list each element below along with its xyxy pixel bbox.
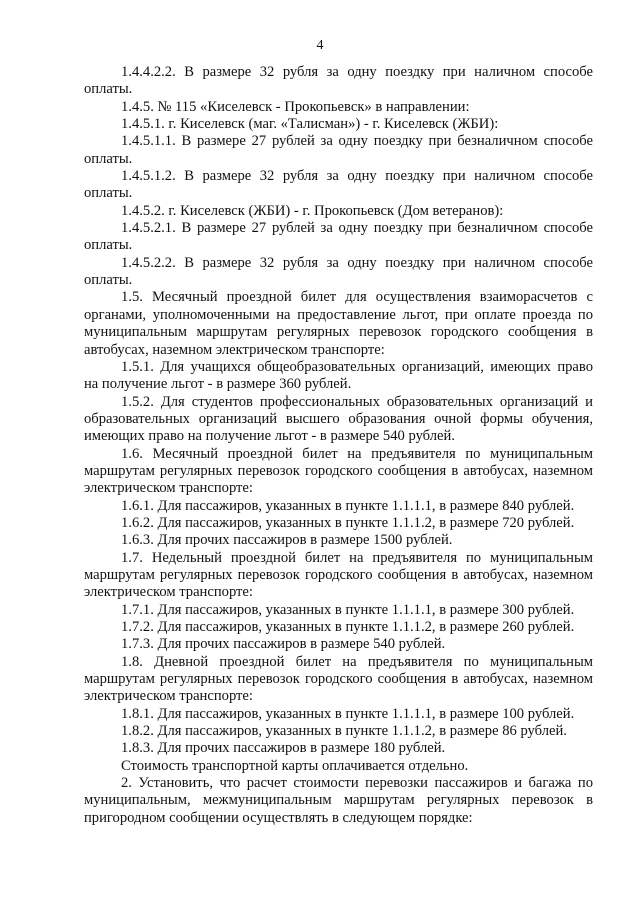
paragraph: 1.6.3. Для прочих пассажиров в размере 1500 рублей.: [121, 532, 453, 549]
page-number: 4: [316, 38, 324, 53]
paragraph: 1.7.2. Для пассажиров, указанных в пункте 1.1.1.2, в размере 260 рублей.: [121, 619, 575, 635]
paragraph: 1.7.3. Для прочих пассажиров в размере 540 рублей.: [121, 636, 446, 653]
paragraph: 1.5.1. Для учащихся общеобразовательных организаций, имеющих право на получение льгот - в размере 360 рублей.: [84, 358, 593, 393]
paragraph: 1.4.5.1.1. В размере 27 рублей за одну поездку при безналичном способе оплаты.: [84, 133, 593, 167]
paragraph: 1.6.2. Для пассажиров, указанных в пункте 1.1.1.2, в размере 720 рублей.: [121, 514, 575, 531]
paragraph: 1.4.5.1. г. Киселевск (маг. «Талисман») - г. Киселевск (ЖБИ):: [121, 116, 499, 133]
paragraph: 1.5. Месячный проездной билет для осуществления взаиморасчетов с органами, уполномоченными на предоставление льгот, при оплате проезда по муниципальным маршрутам регулярных перевозок городского сообщения в автобусах, наземном электрическом транспорте:: [84, 289, 593, 358]
document-body: [84, 64, 593, 827]
paragraph: 1.4.5.2. г. Киселевск (ЖБИ) - г. Прокопьевск (Дом ветеранов):: [121, 202, 504, 219]
paragraph: 1.5.2. Для студентов профессиональных образовательных организаций и образовательных организаций высшего образования очной формы обучения, имеющих право на получение льгот - в размере 540 рублей.: [84, 393, 593, 445]
paragraph: 1.4.4.2.2. В размере 32 рубля за одну поездку при наличном способе оплаты.: [84, 64, 593, 98]
paragraph: Стоимость транспортной карты оплачивается отдельно.: [121, 757, 469, 774]
paragraph: 1.6. Месячный проездной билет на предъявителя по муниципальным маршрутам регулярных перевозок городского сообщения в автобусах, наземном электрическом транспорте:: [84, 445, 593, 497]
paragraph: 1.4.5.1.2. В размере 32 рубля за одну поездку при наличном способе оплаты.: [84, 168, 593, 202]
paragraph: 1.7. Недельный проездной билет на предъявителя по муниципальным маршрутам регулярных перевозок городского сообщения в автобусах, наземном электрическом транспорте:: [84, 549, 593, 601]
paragraph: 1.8.3. Для прочих пассажиров в размере 180 рублей.: [121, 740, 446, 757]
paragraph: 1.8.2. Для пассажиров, указанных в пункте 1.1.1.2, в размере 86 рублей.: [121, 723, 567, 740]
paragraph: 1.6.1. Для пассажиров, указанных в пункте 1.1.1.1, в размере 840 рублей.: [121, 497, 575, 514]
paragraph: 1.4.5. № 115 «Киселевск - Прокопьевск» в направлении:: [121, 98, 470, 115]
paragraph: 2. Установить, что расчет стоимости перевозки пассажиров и багажа по муниципальным, межмуниципальным маршрутам регулярных перевозок в пригородном сообщении осуществлять в следующем порядке:: [84, 775, 593, 826]
paragraph: 1.7.1. Для пассажиров, указанных в пункте 1.1.1.1, в размере 300 рублей.: [121, 601, 575, 618]
paragraph: 1.4.5.2.1. В размере 27 рублей за одну поездку при безналичном способе оплаты.: [84, 220, 593, 254]
paragraph: 1.8.1. Для пассажиров, указанных в пункте 1.1.1.1, в размере 100 рублей.: [121, 705, 575, 722]
paragraph: 1.8. Дневной проездной билет на предъявителя по муниципальным маршрутам регулярных перевозок городского сообщения в автобусах, наземном электрическом транспорте:: [84, 653, 593, 705]
paragraph: 1.4.5.2.2. В размере 32 рубля за одну поездку при наличном способе оплаты.: [84, 254, 593, 289]
